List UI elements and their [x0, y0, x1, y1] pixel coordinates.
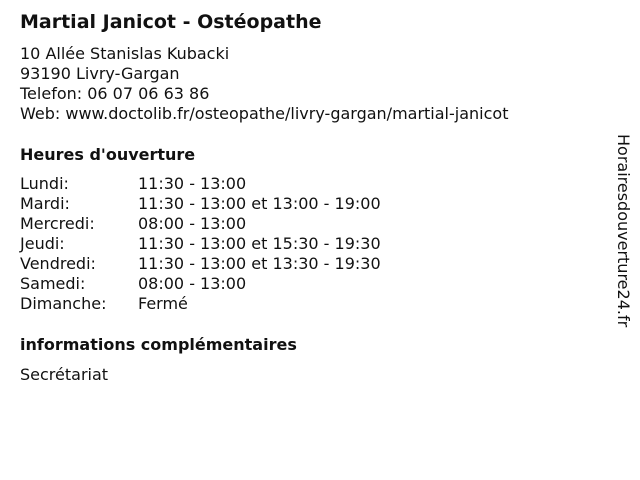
day-label: Mardi: [20, 194, 70, 213]
website-url: Web: www.doctolib.fr/osteopathe/livry-gargan/martial-janicot [20, 104, 509, 123]
day-hours: 11:30 - 13:00 et 13:30 - 19:30 [138, 254, 381, 273]
opening-hours-heading: Heures d'ouverture [20, 145, 196, 164]
day-label: Mercredi: [20, 214, 95, 233]
day-hours: Fermé [138, 294, 188, 313]
day-hours: 08:00 - 13:00 [138, 274, 247, 293]
day-hours: 11:30 - 13:00 [138, 174, 247, 193]
day-hours: 11:30 - 13:00 et 15:30 - 19:30 [138, 234, 381, 253]
day-label: Vendredi: [20, 254, 96, 273]
day-label: Samedi: [20, 274, 86, 293]
day-label: Jeudi: [20, 234, 65, 253]
address-city: 93190 Livry-Gargan [20, 64, 180, 83]
day-label: Dimanche: [20, 294, 107, 313]
page-title: Martial Janicot - Ostéopathe [20, 11, 322, 33]
day-hours: 11:30 - 13:00 et 13:00 - 19:00 [138, 194, 381, 213]
address-street: 10 Allée Stanislas Kubacki [20, 44, 230, 63]
additional-info-heading: informations complémentaires [20, 335, 297, 354]
day-hours: 08:00 - 13:00 [138, 214, 247, 233]
additional-info-text: Secrétariat [20, 365, 109, 384]
site-watermark: Horairesdouverture24.fr [614, 134, 633, 328]
day-label: Lundi: [20, 174, 69, 193]
phone-number: Telefon: 06 07 06 63 86 [20, 84, 210, 103]
